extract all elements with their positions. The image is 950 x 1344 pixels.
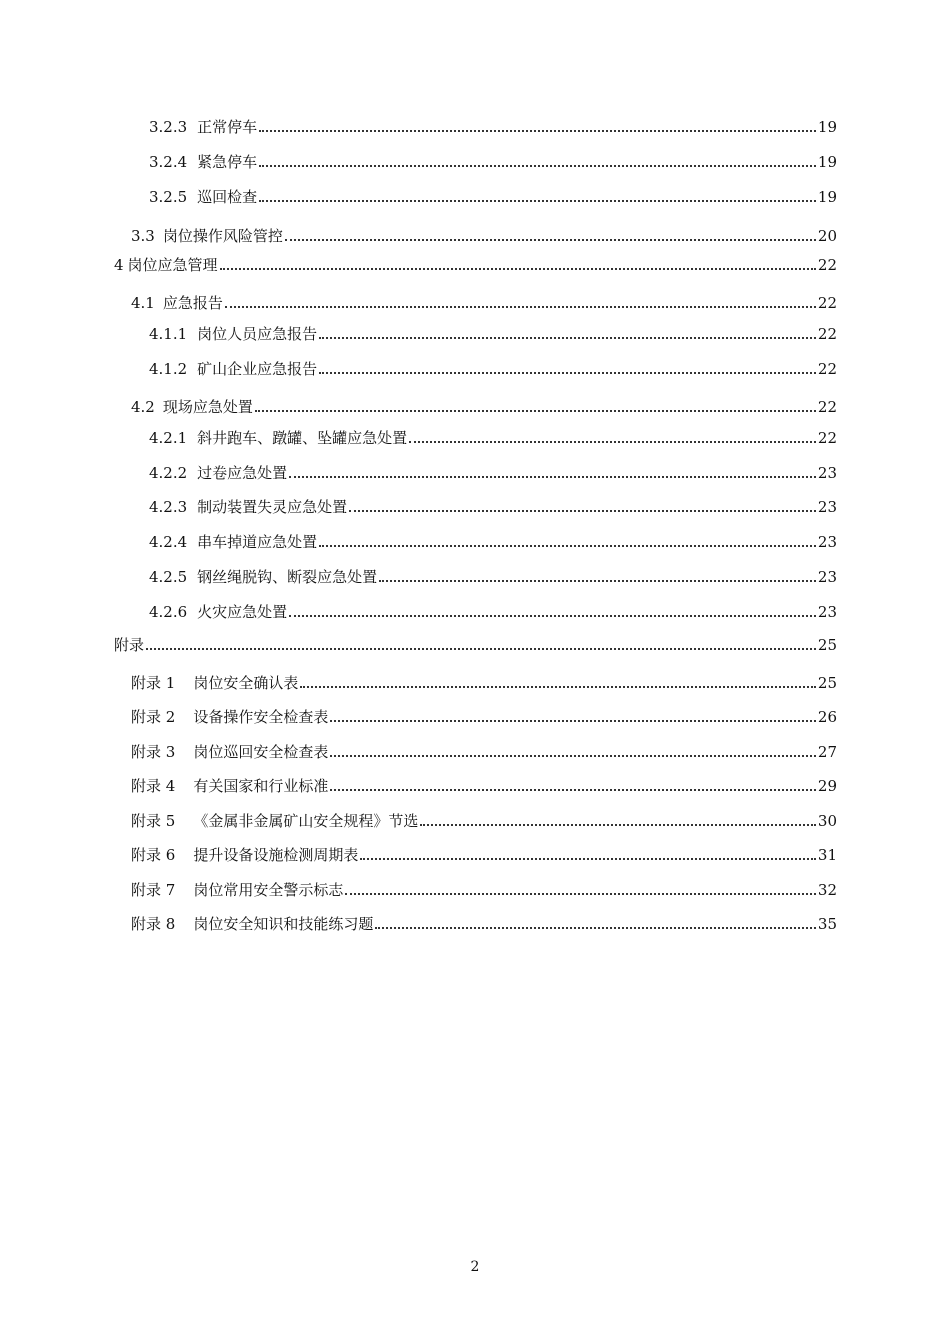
toc-entry-title: 岗位常用安全警示标志 <box>193 881 344 899</box>
dot-leader <box>345 893 816 895</box>
toc-entry[interactable] <box>149 603 837 621</box>
toc-entry-number: 附录 3 <box>131 743 176 761</box>
toc-entry-page: 22 <box>817 429 837 447</box>
toc-entry[interactable] <box>131 915 837 933</box>
toc-entry[interactable] <box>131 777 837 795</box>
dot-leader <box>255 410 816 412</box>
toc-entry[interactable] <box>149 360 837 378</box>
toc-entry-page: 19 <box>817 153 837 171</box>
toc-entry-page: 19 <box>817 188 837 206</box>
toc-entry[interactable] <box>131 881 837 899</box>
page-number: 2 <box>470 1259 480 1275</box>
toc-entry-title: 正常停车 <box>197 118 258 136</box>
dot-leader <box>259 165 816 167</box>
toc-entry-page: 25 <box>817 636 837 654</box>
toc-entry[interactable] <box>149 533 837 551</box>
toc-entry-title: 斜井跑车、蹾罐、坠罐应急处置 <box>197 429 408 447</box>
dot-leader <box>330 755 816 757</box>
dot-leader <box>285 239 816 241</box>
toc-entry[interactable] <box>131 846 837 864</box>
toc-entry-title: 过卷应急处置 <box>197 464 288 482</box>
toc-entry-number: 附录 5 <box>131 812 176 830</box>
toc-entry[interactable] <box>149 153 837 171</box>
toc-entry[interactable] <box>114 636 837 654</box>
toc-entry-title: 紧急停车 <box>197 153 258 171</box>
dot-leader <box>225 306 816 308</box>
toc-entry-number: 附录 7 <box>131 881 176 899</box>
toc-entry[interactable] <box>131 812 837 830</box>
toc-entry-number: 4.2.3 <box>149 498 188 516</box>
toc-entry-number: 附录 2 <box>131 708 176 726</box>
toc-entry-page: 23 <box>817 464 837 482</box>
toc-entry-page: 31 <box>817 846 837 864</box>
toc-entry-title: 设备操作安全检查表 <box>193 708 329 726</box>
toc-entry-page: 23 <box>817 533 837 551</box>
dot-leader <box>259 130 816 132</box>
toc-entry-title: 矿山企业应急报告 <box>197 360 318 378</box>
toc-entry-title: 岗位操作风险管控 <box>162 227 283 245</box>
toc-entry-title: 岗位巡回安全检查表 <box>193 743 329 761</box>
dot-leader <box>409 441 816 443</box>
toc-entry[interactable] <box>131 398 837 416</box>
dot-leader <box>146 648 816 650</box>
toc-entry-number: 4.1 <box>131 294 155 312</box>
toc-entry-number: 3.2.5 <box>149 188 188 206</box>
toc-entry-number: 附录 1 <box>131 674 176 692</box>
dot-leader <box>259 200 816 202</box>
toc-entry-page: 22 <box>817 256 837 274</box>
toc-entry-number: 附录 4 <box>131 777 176 795</box>
toc-entry-number: 4 <box>114 256 124 274</box>
toc-entry[interactable] <box>131 674 837 692</box>
dot-leader <box>319 545 816 547</box>
toc-entry-title: 《金属非金属矿山安全规程》节选 <box>193 812 419 830</box>
dot-leader <box>379 580 816 582</box>
toc-entry[interactable] <box>149 188 837 206</box>
toc-entry-page: 26 <box>817 708 837 726</box>
toc-entry-title: 岗位人员应急报告 <box>197 325 318 343</box>
toc-entry-title: 制动装置失灵应急处置 <box>197 498 348 516</box>
toc-entry[interactable] <box>131 743 837 761</box>
toc-entry-page: 32 <box>817 881 837 899</box>
toc-entry-number: 4.1.1 <box>149 325 188 343</box>
toc-entry-page: 27 <box>817 743 837 761</box>
dot-leader <box>330 789 816 791</box>
toc-entry-page: 22 <box>817 360 837 378</box>
toc-entry-title: 岗位安全确认表 <box>193 674 299 692</box>
toc-entry-number: 4.2.6 <box>149 603 188 621</box>
toc-entry-title: 提升设备设施检测周期表 <box>193 846 359 864</box>
dot-leader <box>420 824 816 826</box>
toc-entry-title: 附录 <box>114 636 145 654</box>
toc-entry-title: 现场应急处置 <box>162 398 253 416</box>
toc-entry-page: 22 <box>817 398 837 416</box>
toc-entry-number: 4.1.2 <box>149 360 188 378</box>
toc-entry-page: 19 <box>817 118 837 136</box>
toc-entry-title: 岗位应急管理 <box>127 256 218 274</box>
toc-entry-number: 4.2 <box>131 398 155 416</box>
toc-entry-title: 应急报告 <box>162 294 223 312</box>
toc-entry[interactable] <box>131 708 837 726</box>
toc-entry-page: 22 <box>817 294 837 312</box>
toc-entry-number: 4.2.1 <box>149 429 188 447</box>
toc-entry-number: 4.2.4 <box>149 533 188 551</box>
toc-entry-page: 23 <box>817 568 837 586</box>
dot-leader <box>349 510 816 512</box>
toc-entry-title: 钢丝绳脱钩、断裂应急处置 <box>197 568 378 586</box>
dot-leader <box>220 268 816 270</box>
toc-entry-title: 有关国家和行业标准 <box>193 777 329 795</box>
dot-leader <box>375 927 816 929</box>
toc-entry-page: 23 <box>817 603 837 621</box>
dot-leader <box>319 337 816 339</box>
dot-leader <box>300 686 816 688</box>
toc-entry-page: 29 <box>817 777 837 795</box>
toc-entry-title: 巡回检查 <box>197 188 258 206</box>
toc-entry-number: 附录 8 <box>131 915 176 933</box>
toc-entry[interactable] <box>149 464 837 482</box>
toc-entry[interactable] <box>149 325 837 343</box>
toc-entry-page: 22 <box>817 325 837 343</box>
toc-entry-number: 4.2.5 <box>149 568 188 586</box>
toc-entry[interactable] <box>131 294 837 312</box>
toc-entry-page: 30 <box>817 812 837 830</box>
toc-entry-number: 附录 6 <box>131 846 176 864</box>
toc-entry-page: 23 <box>817 498 837 516</box>
toc-entry-number: 3.3 <box>131 227 155 245</box>
dot-leader <box>360 858 816 860</box>
toc-entry[interactable] <box>149 498 837 516</box>
toc-entry[interactable] <box>131 227 837 245</box>
toc-entry-number: 3.2.4 <box>149 153 188 171</box>
toc-entry-page: 35 <box>817 915 837 933</box>
dot-leader <box>330 720 816 722</box>
toc-entry[interactable] <box>149 568 837 586</box>
toc-entry[interactable] <box>114 256 837 274</box>
dot-leader <box>319 372 816 374</box>
toc-entry-title: 岗位安全知识和技能练习题 <box>193 915 374 933</box>
toc-entry-page: 20 <box>817 227 837 245</box>
toc-entry-number: 4.2.2 <box>149 464 188 482</box>
toc-entry-page: 25 <box>817 674 837 692</box>
toc-entry-title: 串车掉道应急处置 <box>197 533 318 551</box>
toc-entry-number: 3.2.3 <box>149 118 188 136</box>
toc-entry[interactable] <box>149 118 837 136</box>
dot-leader <box>289 615 816 617</box>
toc-entry[interactable] <box>149 429 837 447</box>
toc-entry-title: 火灾应急处置 <box>197 603 288 621</box>
dot-leader <box>289 476 816 478</box>
